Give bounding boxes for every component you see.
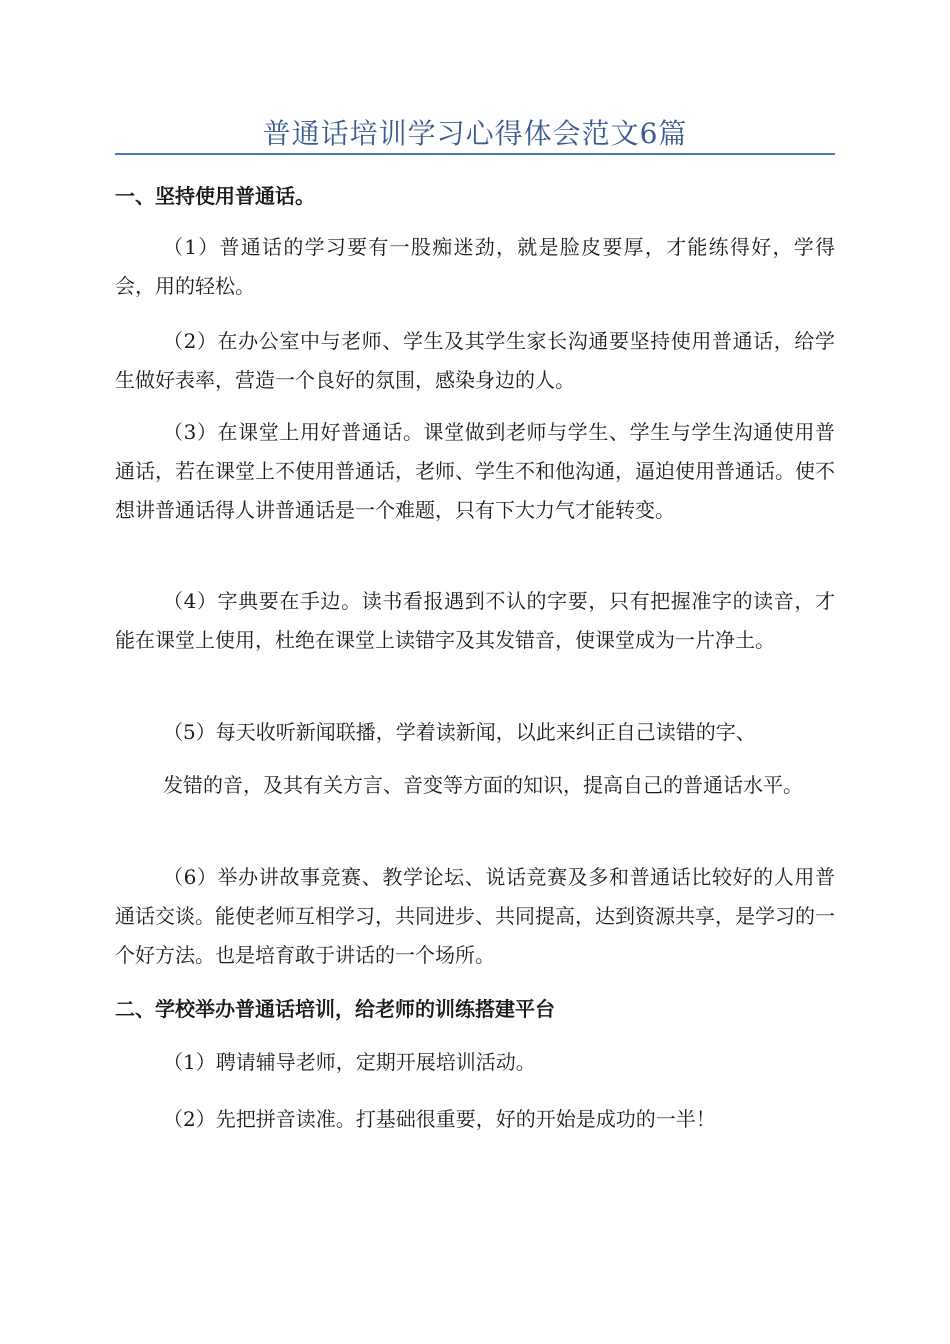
title-divider: [115, 153, 835, 155]
document-page: [115, 0, 835, 1344]
paragraph-2-1: （1）聘请辅导老师，定期开展培训活动。: [163, 1050, 536, 1074]
section-heading-2: 二、学校举办普通话培训，给老师的训练搭建平台: [115, 997, 555, 1021]
paragraph-1-6: （6）举办讲故事竞赛、教学论坛、说话竞赛及多和普通话比较好的人用普通话交谈。能使老师互相学习，共同进步、共同提高，达到资源共享，是学习的一个好方法。也是培育敢于讲话的一个场所。: [115, 865, 835, 967]
section-heading-1: 一、坚持使用普通话。: [115, 184, 315, 208]
paragraph-1-3: （3）在课堂上用好普通话。课堂做到老师与学生、学生与学生沟通使用普通话，若在课堂上不使用普通话，老师、学生不和他沟通，逼迫使用普通话。使不想讲普通话得人讲普通话是一个难题，只有下大力气才能转变。: [115, 420, 835, 522]
document-title: 普通话培训学习心得体会范文6篇: [262, 117, 688, 150]
paragraph-1-4: （4）字典要在手边。读书看报遇到不认的字要，只有把握准字的读音，才能在课堂上使用，杜绝在课堂上读错字及其发错音，使课堂成为一片净土。: [115, 589, 835, 652]
paragraph-1-5b: 发错的音，及其有关方言、音变等方面的知识，提高自己的普通话水平。: [163, 773, 803, 797]
paragraph-1-2: （2）在办公室中与老师、学生及其学生家长沟通要坚持使用普通话，给学生做好表率，营造一个良好的氛围，感染身边的人。: [115, 329, 835, 392]
paragraph-1-1: （1）普通话的学习要有一股痴迷劲，就是脸皮要厚，才能练得好，学得会，用的轻松。: [115, 235, 835, 298]
paragraph-1-5a: （5）每天收听新闻联播，学着读新闻，以此来纠正自己读错的字、: [163, 720, 756, 744]
paragraph-2-2: （2）先把拼音读准。打基础很重要，好的开始是成功的一半！: [163, 1107, 716, 1131]
